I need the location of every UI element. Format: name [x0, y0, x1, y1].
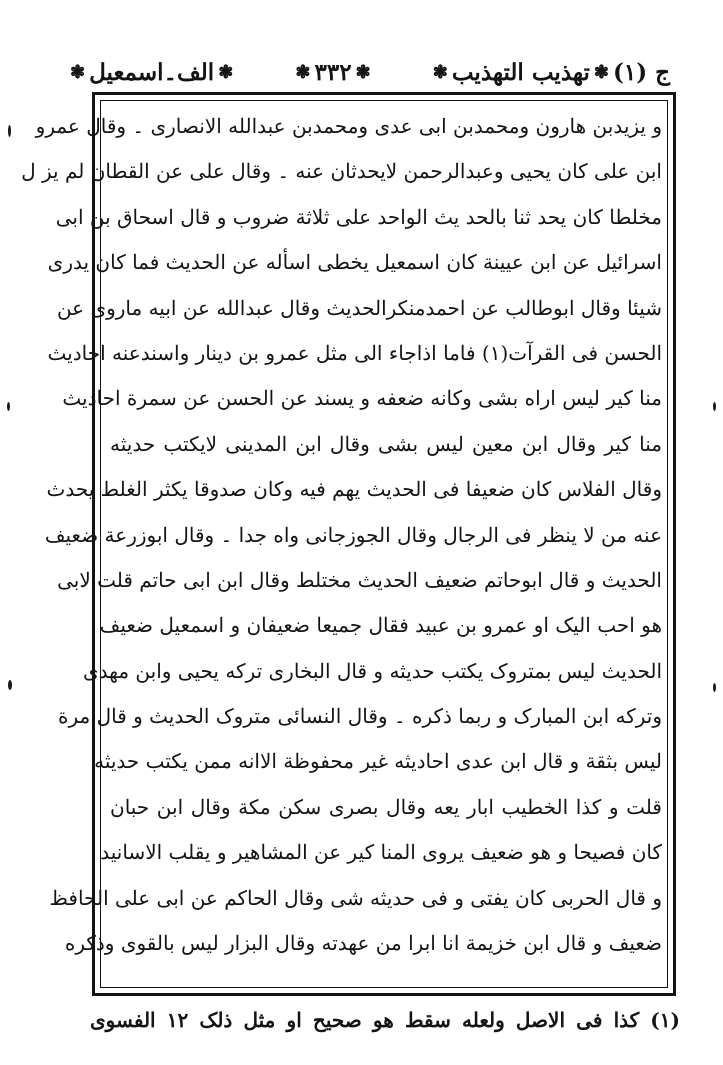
text-line: و یزیدبن هارون ومحمدبن ابی عدی ومحمدبن عبدالله الانصاری ۔ وقال عمرو	[35, 114, 662, 138]
header-page-number	[295, 59, 370, 86]
scan-speck	[7, 402, 10, 411]
text-line: منا کیر وقال ابن معین لیس بشی وقال ابن المدینی لایکتب حدیثه	[110, 431, 662, 456]
ornament-icon: ❃	[218, 61, 234, 83]
ornament-icon: ❃	[295, 61, 311, 83]
text-line: لیس بثقة و قال ابن عدی احادیثه غیر محفوظة الاانه ممن یکتب حدیثه	[94, 749, 662, 774]
scan-speck	[8, 125, 11, 137]
text-line: و قال الحربی کان یفتی و فی حدیثه شی وقال الحاکم عن ابی علی الحافظ	[49, 885, 662, 910]
ornament-icon: ❃	[355, 61, 371, 83]
page-number: ۳۳۲	[314, 58, 352, 86]
text-line: عنه من لا ینظر فی الرجال وقال الجوزجانی واه جدا ۔ وقال ابوزرعة ضعیف	[44, 522, 662, 547]
text-line: منا کیر لیس اراه بشی وکانه ضعفه و یسند عن الحسن عن سمرة احادیث	[62, 386, 662, 411]
header-volume-title	[433, 59, 670, 86]
text-line: الحدیث و قال ابوحاتم ضعیف الحدیث مختلط وقال ابن ابی حاتم قلت لابی	[57, 567, 662, 592]
text-line: وقال الفلاس کان ضعیفا فی الحدیث یهم فیه وکان صدوقا یکثر الغلط یحدث	[46, 477, 662, 502]
text-line: وترکه ابن المبارک و ربما ذکره ۔ وقال النسائی متروک الحدیث و قال مرة	[58, 704, 662, 729]
page-header	[70, 48, 670, 96]
text-line: الحسن فی القرآت(۱) فاما اذاجاء الی مثل عمرو بن دینار واسندعنه احادیث	[47, 340, 662, 365]
footnote: (۱) کذا فی الاصل ولعله سقط هو صحیح او مثل ذلک ۱۲ الفسوی	[90, 1008, 680, 1032]
body-text	[21, 104, 662, 966]
volume-number: ج (۱)	[613, 58, 670, 86]
book-title: تهذیب التهذیب	[451, 58, 590, 86]
text-line: الحدیث لیس بمتروک یکتب حدیثه و قال البخاری ترکه یحیی وابن مهدی	[82, 658, 662, 683]
scan-speck	[713, 402, 716, 411]
text-line: مخلطا کان یحد ثنا بالحد یث الواحد علی ثلاثة ضروب و قال اسحاق بن ابی	[55, 204, 662, 229]
section-title: الف۔اسمعیل	[89, 58, 215, 86]
text-line: هو احب الیک او عمرو بن عبید فقال جمیعا ضعیفان و اسمعیل ضعیف	[99, 613, 662, 638]
text-line: کان فصیحا و هو ضعیف یروی المنا کیر عن المشاهیر و یقلب الاسانید	[100, 840, 662, 865]
ornament-icon: ❃	[70, 61, 86, 83]
text-line: ابن علی کان یحیی وعبدالرحمن لایحدثان عنه ۔ وقال علی عن القطان لم یز ل	[21, 159, 662, 184]
ornament-icon: ❃	[593, 61, 609, 83]
scan-speck	[713, 683, 716, 692]
text-line: ضعیف و قال ابن خزیمة انا ابرا من عهدته وقال البزار لیس بالقوی وذکره	[64, 931, 662, 956]
ornament-icon: ❃	[432, 61, 448, 83]
text-line: قلت و کذا الخطیب ابار یعه وقال بصری سکن مکة وقال ابن حبان	[110, 794, 662, 819]
header-section	[70, 59, 233, 86]
text-line: اسرائیل عن ابن عیینة کان اسمعیل یخطی اسأله عن الحدیث فما کان یدری	[47, 250, 662, 275]
text-line: شیئا وقال ابوطالب عن احمدمنکرالحدیث وقال عبدالله عن ابیه ماروی عن	[56, 295, 662, 320]
scan-speck	[8, 680, 12, 690]
